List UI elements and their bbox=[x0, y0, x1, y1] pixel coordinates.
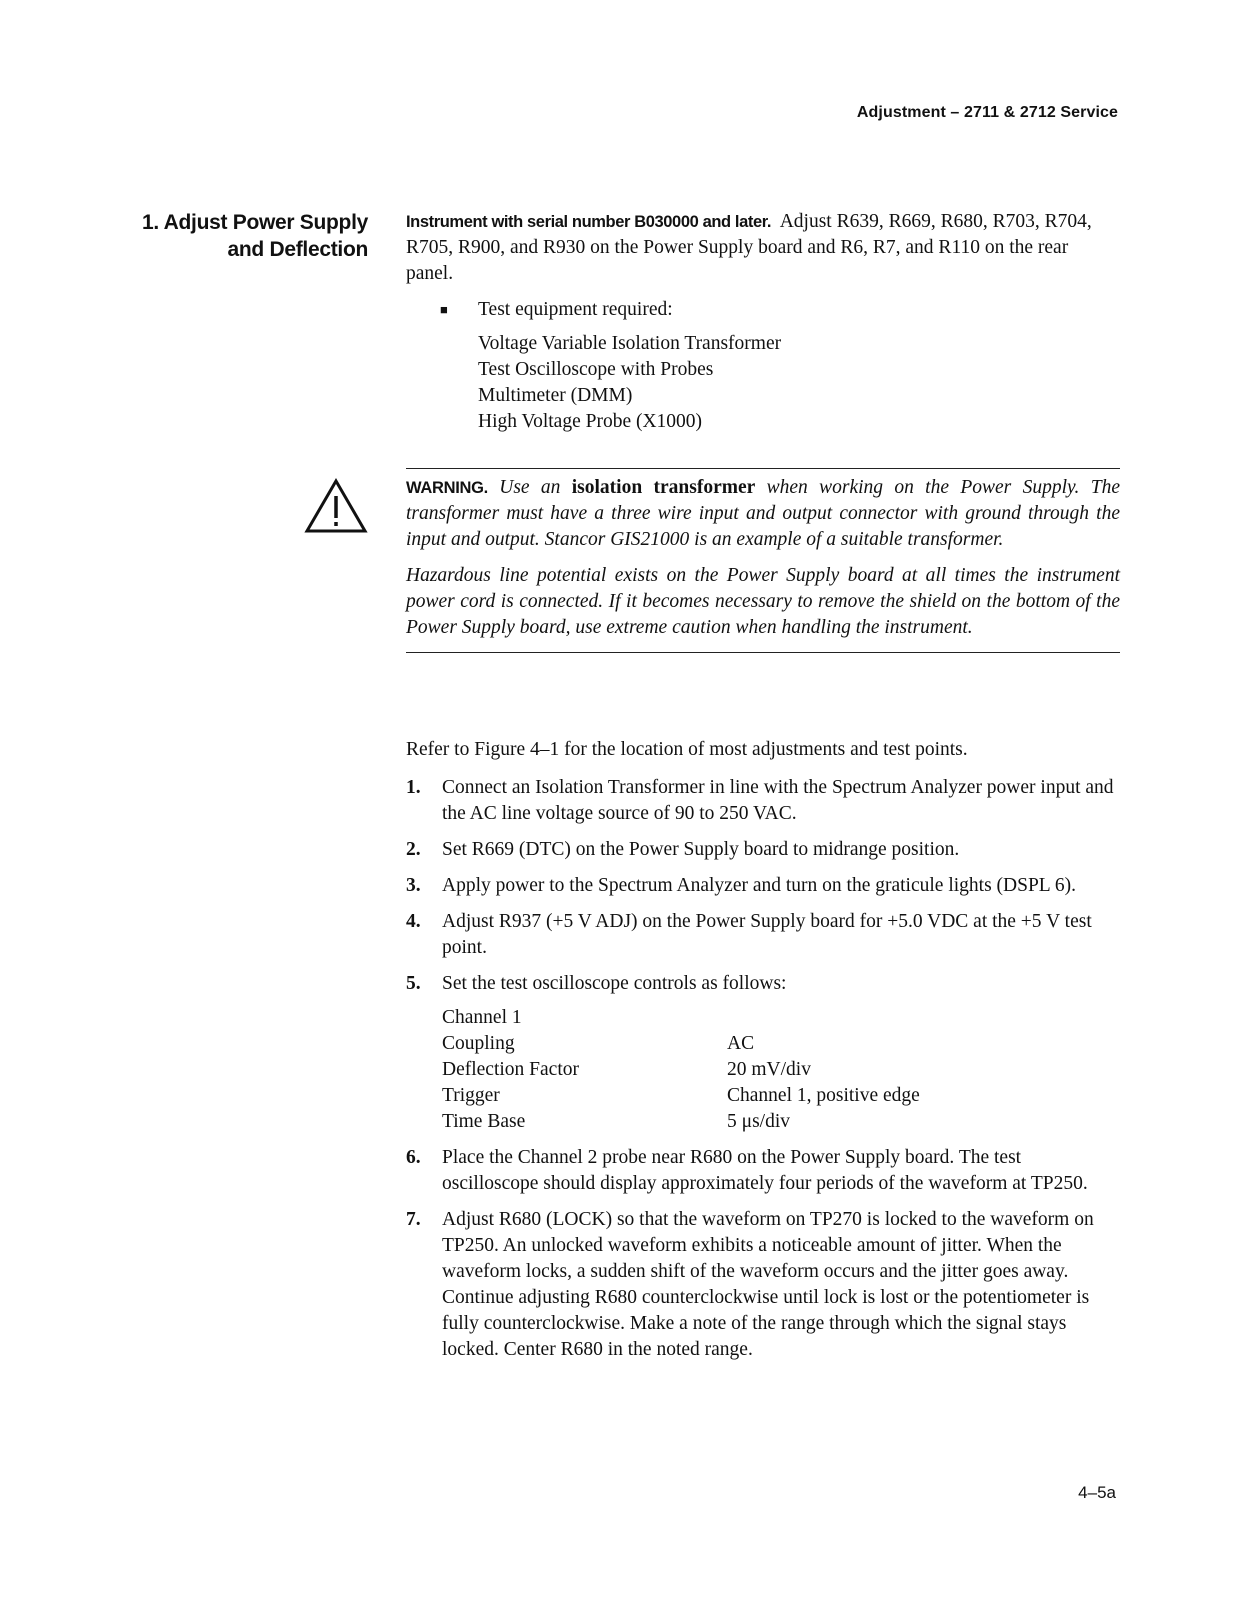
warning-box bbox=[406, 468, 1120, 653]
settings-row bbox=[442, 1031, 1120, 1057]
equipment-item: Test Oscilloscope with Probes bbox=[478, 359, 714, 380]
step-item bbox=[406, 1145, 1120, 1197]
settings-group-label: Channel 1 bbox=[442, 1007, 522, 1028]
step-text: Apply power to the Spectrum Analyzer and turn on the graticule lights (DSPL 6). bbox=[442, 875, 1076, 896]
main-content bbox=[406, 209, 1121, 1360]
step-item bbox=[406, 873, 1120, 899]
equipment-item: High Voltage Probe (X1000) bbox=[478, 411, 703, 432]
equipment-bullet-label: Test equipment required: bbox=[478, 299, 673, 320]
equipment-item: Multimeter (DMM) bbox=[478, 385, 633, 406]
step-item bbox=[406, 909, 1120, 961]
warning-triangle-icon bbox=[304, 478, 368, 534]
step-item bbox=[406, 837, 1120, 863]
scope-settings-table bbox=[442, 1005, 1120, 1135]
settings-value: 5 μs/div bbox=[727, 1111, 791, 1132]
procedure bbox=[406, 737, 1120, 1373]
step-item bbox=[406, 1207, 1120, 1363]
warning-text-after: when working on the Power Supply. The transformer must have a three wire input and output connector with ground through the input and output. Stancor GIS21000 is an example of a suitable transformer. bbox=[406, 477, 1121, 550]
step-text: Adjust R937 (+5 V ADJ) on the Power Supply board for +5.0 VDC at the +5 V test point. bbox=[442, 911, 1092, 958]
section-heading-line1: 1. Adjust Power Supply bbox=[142, 211, 368, 234]
settings-value: Channel 1, positive edge bbox=[727, 1085, 920, 1106]
intro-paragraph bbox=[406, 209, 1120, 287]
settings-row bbox=[442, 1057, 1120, 1083]
settings-row bbox=[442, 1109, 1120, 1135]
step-text: Connect an Isolation Transformer in line with the Spectrum Analyzer power input and the AC line voltage source of 90 to 250 VAC. bbox=[442, 777, 1114, 824]
equipment-item: Voltage Variable Isolation Transformer bbox=[478, 333, 782, 354]
step-number: 6. bbox=[406, 1147, 421, 1168]
section-heading bbox=[100, 209, 368, 263]
square-bullet-icon: ■ bbox=[440, 302, 448, 317]
section-heading-line2: and Deflection bbox=[227, 238, 368, 261]
warning-text-before: Use an bbox=[499, 477, 561, 498]
step-number: 2. bbox=[406, 839, 421, 860]
page-number: 4–5a bbox=[1078, 1483, 1116, 1502]
settings-value: AC bbox=[727, 1033, 755, 1054]
equipment-list bbox=[478, 331, 1120, 435]
step-text: Adjust R680 (LOCK) so that the waveform on TP270 is locked to the waveform on TP250. An unlocked waveform exhibits a noticeable amount of jitter. When the waveform locks, a sudden shift of the waveform occurs and the jitter goes away. Continue adjusting R680 counterclockwise until lock is lost or the potentiometer is fully counterclockwise. Make a note of the range through which the signal stays locked. Center R680 in the noted range. bbox=[442, 1209, 1094, 1360]
running-header: Adjustment – 2711 & 2712 Service bbox=[856, 104, 1118, 121]
settings-key: Trigger bbox=[442, 1085, 500, 1106]
step-text: Set the test oscilloscope controls as follows: bbox=[442, 973, 787, 994]
step-text: Place the Channel 2 probe near R680 on the Power Supply board. The test oscilloscope should display approximately four periods of the waveform at TP250. bbox=[442, 1147, 1088, 1194]
settings-value: 20 mV/div bbox=[727, 1059, 811, 1080]
step-number: 3. bbox=[406, 875, 421, 896]
settings-group-row bbox=[442, 1005, 1120, 1031]
step-item bbox=[406, 971, 1120, 1135]
step-number: 7. bbox=[406, 1209, 421, 1230]
warning-paragraph-1 bbox=[406, 475, 1120, 553]
step-number: 1. bbox=[406, 777, 421, 798]
settings-key: Time Base bbox=[442, 1111, 526, 1132]
warning-label: WARNING. bbox=[406, 479, 488, 497]
step-number: 5. bbox=[406, 973, 421, 994]
equipment-bullet bbox=[440, 297, 1120, 323]
intro-lead: Instrument with serial number B030000 and later. bbox=[406, 213, 772, 231]
step-item bbox=[406, 775, 1120, 827]
settings-key: Deflection Factor bbox=[442, 1059, 579, 1080]
settings-row bbox=[442, 1083, 1120, 1109]
intro-text: Adjust R639, R669, R680, R703, R704, R705, R900, and R930 on the Power Supply board and R6, R7, and R110 on the rear panel. bbox=[406, 211, 1092, 284]
settings-key: Coupling bbox=[442, 1033, 515, 1054]
warning-emphasis: isolation transformer bbox=[571, 477, 756, 498]
refer-text: Refer to Figure 4–1 for the location of most adjustments and test points. bbox=[406, 739, 968, 760]
step-number: 4. bbox=[406, 911, 421, 932]
step-text: Set R669 (DTC) on the Power Supply board to midrange position. bbox=[442, 839, 960, 860]
warning-paragraph-2: Hazardous line potential exists on the Power Supply board at all times the instrument power cord is connected. If it becomes necessary to remove the shield on the bottom of the Power Supply board, use extreme caution when handling the instrument. bbox=[406, 565, 1120, 638]
